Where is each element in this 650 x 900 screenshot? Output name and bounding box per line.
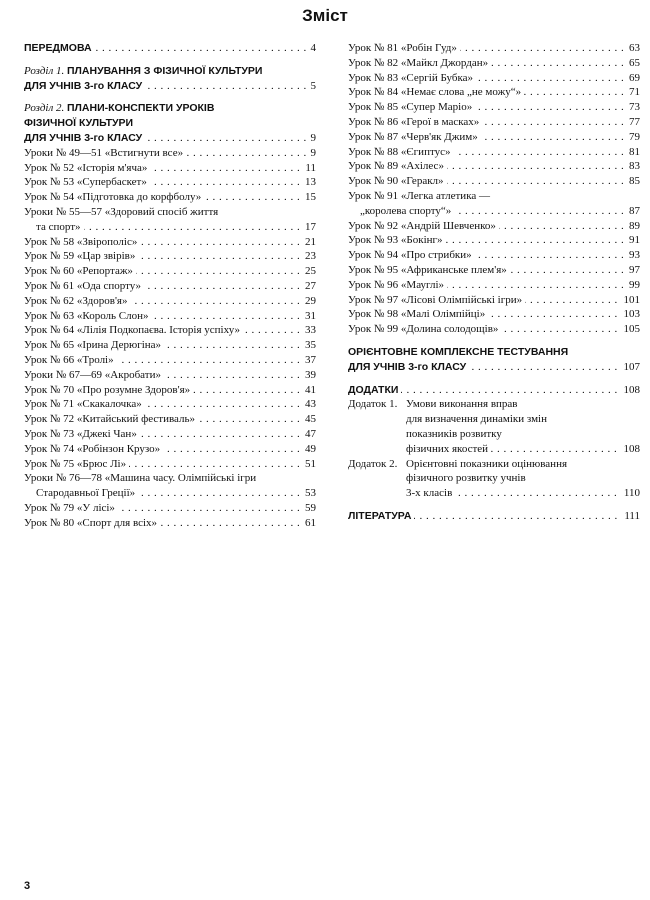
toc-entry-label: Урок № 54 «Підготовка до корфболу» [24, 191, 204, 203]
toc-entry-label: Урок № 65 «Ірина Дерюгіна» [24, 339, 164, 351]
toc-entry-page: 81 [626, 145, 640, 160]
toc-entry-label: Урок № 72 «Китайський фестиваль» [24, 413, 198, 425]
toc-entry[interactable] [348, 100, 640, 115]
toc-entry-page: 31 [302, 309, 316, 324]
toc-entry-label: Урок № 58 «Звірополіс» [24, 236, 140, 248]
toc-entry-label: Урок № 95 «Африканське плем'я» [348, 264, 510, 276]
toc-entry[interactable] [348, 174, 640, 189]
toc-entry[interactable] [348, 56, 640, 71]
toc-entry-label: Урок № 87 «Черв'як Джим» [348, 131, 481, 143]
toc-entry-testing[interactable]: . . . ДЛЯ УЧНІВ 3-го КЛАСУ 107 [348, 360, 640, 375]
toc-entry[interactable] [348, 307, 640, 322]
toc-entry[interactable] [24, 264, 316, 279]
toc-entry[interactable] [24, 294, 316, 309]
toc-entry-page: 105 [621, 322, 641, 337]
toc-entry-preface[interactable]: . . . ПЕРЕДМОВА 4 [24, 41, 316, 56]
page-number: 3 [24, 880, 31, 892]
toc-entry-label: Урок № 85 «Супер Маріо» [348, 101, 475, 113]
toc-entry[interactable] [24, 175, 316, 190]
toc-entry-page: 35 [302, 338, 316, 353]
toc-entry-label: Стародавньої Греції» [24, 487, 138, 499]
toc-entry[interactable] [348, 248, 640, 263]
toc-entry-label: Урок № 74 «Робінзон Крузо» [24, 443, 163, 455]
toc-entry[interactable] [348, 130, 640, 145]
toc-entry[interactable] [24, 427, 316, 442]
toc-entry-label: Урок № 81 «Робін Гуд» [348, 42, 460, 54]
toc-entry-label: Урок № 73 «Джекі Чан» [24, 428, 140, 440]
toc-entry[interactable] [24, 516, 316, 531]
toc-entry[interactable] [24, 235, 316, 250]
toc-testing-heading[interactable]: ОРІЄНТОВНЕ КОМПЛЕКСНЕ ТЕСТУВАННЯ [348, 345, 569, 358]
toc-right-column [348, 41, 640, 524]
toc-entry-section2[interactable]: . . . ДЛЯ УЧНІВ 3-го КЛАСУ 9 [24, 131, 316, 146]
toc-entry-label: Уроки № 67—69 «Акробати» [24, 369, 164, 381]
toc-entry-page: 47 [302, 427, 316, 442]
toc-entry[interactable] [24, 190, 316, 205]
toc-entry-label: Урок № 93 «Бокінг» [348, 234, 446, 246]
toc-entry-page: 49 [302, 442, 316, 457]
toc-entry-section1[interactable]: . . . ДЛЯ УЧНІВ 3-го КЛАСУ 5 [24, 79, 316, 94]
toc-entry[interactable] [24, 442, 316, 457]
toc-entry[interactable] [24, 412, 316, 427]
toc-entry-label: Урок № 80 «Спорт для всіх» [24, 517, 160, 529]
toc-entry-page: 99 [626, 278, 640, 293]
toc-entry-label: Урок № 90 «Геракл» [348, 175, 447, 187]
toc-entry[interactable] [348, 233, 640, 248]
toc-entry-label: Урок № 52 «Історія м'яча» [24, 162, 150, 174]
toc-entry-label-line1[interactable]: Уроки № 76—78 «Машина часу. Олімпійські ігри [24, 472, 257, 485]
toc-entry-page: 9 [308, 146, 317, 161]
toc-entry[interactable] [24, 397, 316, 412]
toc-entry[interactable] [24, 146, 316, 161]
toc-entry[interactable] [24, 368, 316, 383]
toc-entry-literature[interactable]: . . . ЛІТЕРАТУРА 111 [348, 509, 640, 524]
toc-entry-page: 89 [626, 219, 640, 234]
toc-entry-page: 41 [302, 383, 316, 398]
toc-entry-label: „королева спорту“» [348, 205, 454, 217]
toc-entry-page: 79 [626, 130, 640, 145]
toc-entry-label: Урок № 59 «Цар звірів» [24, 250, 138, 262]
toc-entry-label-line1[interactable]: Урок № 91 «Легка атлетика — [348, 189, 491, 202]
toc-entry-page: 15 [302, 190, 316, 205]
toc-entry[interactable] [24, 309, 316, 324]
toc-entry[interactable] [24, 220, 316, 235]
toc-entry-label: Урок № 62 «Здоров'я» [24, 295, 130, 307]
toc-entry-label: Урок № 61 «Ода спорту» [24, 280, 144, 292]
toc-entry-page: 11 [302, 161, 316, 176]
toc-entry-page: 69 [626, 71, 640, 86]
toc-entry[interactable] [24, 383, 316, 398]
toc-entry-page: 59 [302, 501, 316, 516]
toc-entry[interactable] [348, 159, 640, 174]
toc-entry-label: та спорт» [24, 221, 84, 233]
toc-entry-page: 71 [626, 85, 640, 100]
toc-entry-page: 13 [302, 175, 316, 190]
toc-entry[interactable] [24, 457, 316, 472]
toc-entry[interactable] [24, 279, 316, 294]
page-title: Зміст [302, 6, 348, 25]
toc-entry-page: 63 [626, 41, 640, 56]
toc-entry[interactable] [348, 293, 640, 308]
toc-entry-label: Урок № 89 «Ахілес» [348, 160, 447, 172]
toc-entry-page: 17 [302, 220, 316, 235]
toc-entry-page: 53 [302, 486, 316, 501]
toc-section2-heading[interactable]: Розділ 2. ПЛАНИ-КОНСПЕКТИ УРОКІВ [24, 102, 215, 115]
toc-entry-appendix-2[interactable]: Додаток 2. Орієнтовні показники оцінювання фізичного розвитку учнів . . . 3-х класів 110 [348, 457, 640, 501]
toc-entry-page: 87 [626, 204, 640, 219]
toc-entry[interactable] [24, 323, 316, 338]
toc-entry-label: Урок № 63 «Король Слон» [24, 310, 152, 322]
toc-entry-label: Урок № 71 «Скакалочка» [24, 398, 145, 410]
toc-entry[interactable] [348, 263, 640, 278]
toc-entry-page: 77 [626, 115, 640, 130]
toc-entry[interactable] [348, 278, 640, 293]
toc-entry-label: Урок № 66 «Тролі» [24, 354, 117, 366]
toc-entry-label: Урок № 88 «Єгиптус» [348, 146, 454, 158]
toc-entry-page: 29 [302, 294, 316, 309]
toc-entry[interactable] [348, 145, 640, 160]
toc-entry-page: 27 [302, 279, 316, 294]
toc-right-lessons [348, 41, 640, 337]
toc-entry-page: 73 [626, 100, 640, 115]
toc-entry-label: Урок № 97 «Лісові Олімпійські ігри» [348, 294, 525, 306]
toc-entry-page: 21 [302, 235, 316, 250]
toc-entry-page: 51 [302, 457, 316, 472]
toc-entry[interactable] [24, 338, 316, 353]
toc-section1-heading[interactable]: Розділ 1. ПЛАНУВАННЯ З ФІЗИЧНОЇ КУЛЬТУРИ [24, 64, 263, 77]
toc-entry[interactable] [348, 219, 640, 234]
toc-entry-page: 43 [302, 397, 316, 412]
toc-entry[interactable] [348, 85, 640, 100]
toc-entry-label: Урок № 96 «Мауглі» [348, 279, 447, 291]
toc-entry-page: 93 [626, 248, 640, 263]
toc-entry-label: Урок № 53 «Супербаскет» [24, 176, 150, 188]
toc-entry-page: 37 [302, 353, 316, 368]
toc-entry[interactable] [24, 161, 316, 176]
toc-entry-label-line1[interactable]: Уроки № 55—57 «Здоровий спосіб життя [24, 205, 219, 218]
toc-entry-page: 45 [302, 412, 316, 427]
toc-entry-label: Урок № 86 «Герої в масках» [348, 116, 482, 128]
toc-entry-page: 65 [626, 56, 640, 71]
toc-entry-page: 103 [621, 307, 641, 322]
toc-entry[interactable] [24, 249, 316, 264]
toc-entry-page: 97 [626, 263, 640, 278]
toc-entry[interactable] [348, 115, 640, 130]
toc-left-lessons [24, 146, 316, 531]
toc-entry-label: Урок № 84 «Немає слова „не можу“» [348, 86, 524, 98]
toc-entry-label: Урок № 64 «Лілія Подкопаєва. Історія успіху» [24, 324, 243, 336]
toc-entry-label: Урок № 75 «Брюс Лі» [24, 458, 129, 470]
toc-entry-label: Урок № 99 «Долина солодощів» [348, 323, 501, 335]
toc-entry-appendices[interactable]: . . . ДОДАТКИ 108 [348, 383, 640, 398]
toc-entry-page: 61 [302, 516, 316, 531]
toc-entry[interactable] [348, 322, 640, 337]
toc-entry-label: Урок № 94 «Про стрибки» [348, 249, 475, 261]
toc-entry-page: 23 [302, 249, 316, 264]
toc-entry-page: 33 [302, 323, 316, 338]
toc-entry-label: Урок № 82 «Майкл Джордан» [348, 57, 491, 69]
toc-entry-label: Урок № 83 «Сергій Бубка» [348, 72, 476, 84]
toc-entry-page: 25 [302, 264, 316, 279]
toc-entry-label: Урок № 60 «Репортаж» [24, 265, 136, 277]
toc-entry-label: Урок № 70 «Про розумне Здоров'я» [24, 384, 193, 396]
toc-entry-label: Урок № 92 «Андрій Шевченко» [348, 220, 499, 232]
toc-entry-page: 91 [626, 233, 640, 248]
toc-entry[interactable] [348, 41, 640, 56]
toc-entry-appendix-1[interactable]: Додаток 1. Умови виконання вправ для визначення динаміки змін показників розвитку . . . фізичних якостей 108 [348, 397, 640, 456]
toc-entry-page: 85 [626, 174, 640, 189]
toc-entry[interactable] [348, 71, 640, 86]
toc-entry-label: Урок № 79 «У лісі» [24, 502, 118, 514]
toc-entry[interactable] [348, 204, 640, 219]
toc-entry[interactable] [24, 501, 316, 516]
toc-entry[interactable] [24, 353, 316, 368]
toc-left-column [24, 41, 316, 531]
toc-entry-page: 39 [302, 368, 316, 383]
toc-section2-heading-line2: ФІЗИЧНОЇ КУЛЬТУРИ [24, 117, 134, 130]
toc-entry-label: Уроки № 49—51 «Встигнути все» [24, 147, 186, 159]
toc-entry[interactable] [24, 486, 316, 501]
toc-entry-page: 83 [626, 159, 640, 174]
toc-entry-label: Урок № 98 «Малі Олімпійці» [348, 308, 488, 320]
toc-entry-page: 101 [621, 293, 641, 308]
